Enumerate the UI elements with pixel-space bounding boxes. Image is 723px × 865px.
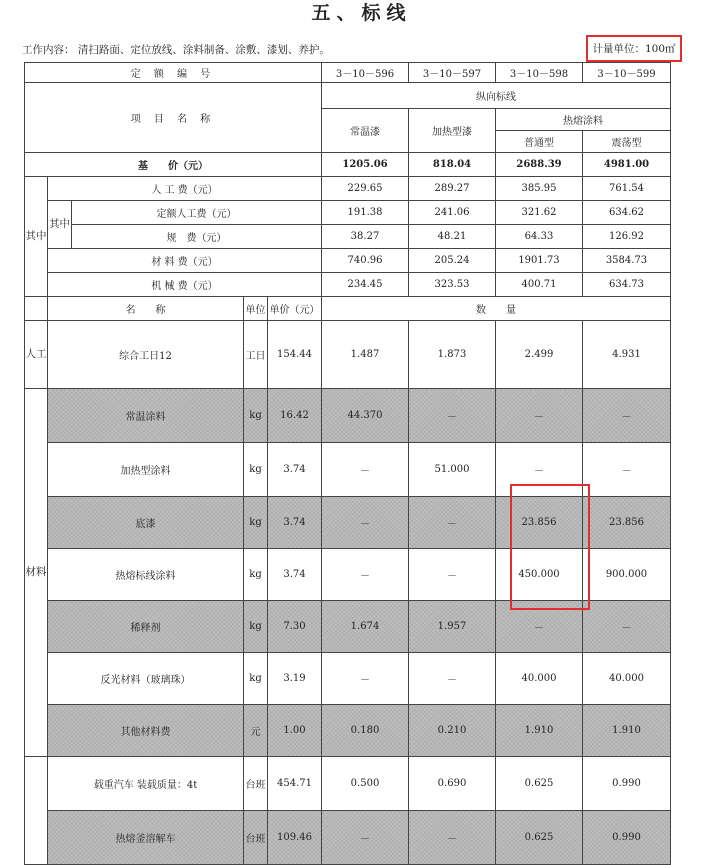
material-item-qty: 450.000 bbox=[496, 549, 583, 601]
machine-item-price: 454.71 bbox=[268, 757, 322, 811]
fees-value: 48.21 bbox=[409, 225, 496, 249]
machine-item-qty: 0.625 bbox=[496, 811, 583, 865]
measure-unit: 计量单位：100㎡ bbox=[592, 43, 676, 55]
machine-item-qty: 0.500 bbox=[322, 757, 409, 811]
material-fee-value: 205.24 bbox=[409, 249, 496, 273]
fees-value: 38.27 bbox=[322, 225, 409, 249]
machine-item-name: 热熔釜溶解车 bbox=[48, 811, 244, 865]
labor-item-unit: 工日 bbox=[244, 321, 268, 389]
labor-item-qty: 1.487 bbox=[322, 321, 409, 389]
quota-table bbox=[24, 62, 671, 865]
material-item-qty: 44.370 bbox=[322, 389, 409, 443]
machine-fee-value: 634.73 bbox=[583, 273, 671, 297]
machine-item-qty: 0.990 bbox=[583, 811, 671, 865]
col-normal-paint: 常温漆 bbox=[322, 109, 409, 153]
group-hot-melt: 热熔涂料 bbox=[496, 109, 671, 131]
material-item-qty: 0.210 bbox=[409, 705, 496, 757]
material-fee-value: 740.96 bbox=[322, 249, 409, 273]
material-item-price: 3.74 bbox=[268, 549, 322, 601]
machine-item-qty: 0.690 bbox=[409, 757, 496, 811]
material-section-label: 材料 bbox=[25, 389, 48, 757]
material-item-qty: 1.910 bbox=[583, 705, 671, 757]
quota-labor-fee-value: 241.06 bbox=[409, 201, 496, 225]
material-item-unit: kg bbox=[244, 549, 268, 601]
col-heated-paint: 加热型漆 bbox=[409, 109, 496, 153]
machine-item-qty: － bbox=[409, 811, 496, 865]
quota-labor-fee-label: 定额人工费（元） bbox=[72, 201, 322, 225]
base-price-value: 4981.00 bbox=[583, 153, 671, 177]
material-item-unit: kg bbox=[244, 443, 268, 497]
labor-section-label: 人工 bbox=[25, 321, 48, 389]
quota-labor-fee-value: 321.62 bbox=[496, 201, 583, 225]
labor-item-price: 154.44 bbox=[268, 321, 322, 389]
machine-item-qty: － bbox=[322, 811, 409, 865]
code-598: 3－10－598 bbox=[496, 63, 583, 83]
material-item-price: 3.74 bbox=[268, 443, 322, 497]
material-item-qty: － bbox=[409, 389, 496, 443]
material-item-qty: 900.000 bbox=[583, 549, 671, 601]
among-label: 其中 bbox=[25, 177, 48, 297]
material-item-name: 热熔标线涂料 bbox=[48, 549, 244, 601]
material-item-price: 1.00 bbox=[268, 705, 322, 757]
machine-fee-value: 400.71 bbox=[496, 273, 583, 297]
quota-labor-fee-value: 634.62 bbox=[583, 201, 671, 225]
material-item-qty: － bbox=[322, 549, 409, 601]
material-item-name: 加热型涂料 bbox=[48, 443, 244, 497]
fees-label: 规 费（元） bbox=[72, 225, 322, 249]
material-item-name: 反光材料（玻璃珠） bbox=[48, 653, 244, 705]
material-fee-value: 1901.73 bbox=[496, 249, 583, 273]
machine-fee-value: 234.45 bbox=[322, 273, 409, 297]
fees-value: 64.33 bbox=[496, 225, 583, 249]
material-item-qty: 23.856 bbox=[583, 497, 671, 549]
fees-value: 126.92 bbox=[583, 225, 671, 249]
item-name-label: 项 目 名 称 bbox=[25, 83, 322, 153]
detail-price-header: 单价（元） bbox=[268, 297, 322, 321]
labor-fee-label: 人 工 费（元） bbox=[48, 177, 322, 201]
material-item-unit: kg bbox=[244, 653, 268, 705]
material-item-qty: 1.674 bbox=[322, 601, 409, 653]
col-ordinary: 普通型 bbox=[496, 131, 583, 153]
machine-item-price: 109.46 bbox=[268, 811, 322, 865]
machine-item-qty: 0.990 bbox=[583, 757, 671, 811]
labor-fee-value: 229.65 bbox=[322, 177, 409, 201]
material-item-unit: 元 bbox=[244, 705, 268, 757]
material-item-qty: － bbox=[409, 653, 496, 705]
material-item-price: 7.30 bbox=[268, 601, 322, 653]
material-fee-label: 材 料 费（元） bbox=[48, 249, 322, 273]
group-longitudinal: 纵向标线 bbox=[322, 83, 671, 109]
machine-section-label bbox=[25, 757, 48, 865]
code-596: 3－10－596 bbox=[322, 63, 409, 83]
material-item-qty: － bbox=[583, 601, 671, 653]
quota-code-label: 定 额 编 号 bbox=[25, 63, 322, 83]
material-item-unit: kg bbox=[244, 601, 268, 653]
among-inner-label: 其中 bbox=[48, 201, 72, 249]
material-item-qty: － bbox=[409, 549, 496, 601]
material-item-qty: 40.000 bbox=[496, 653, 583, 705]
material-item-price: 3.74 bbox=[268, 497, 322, 549]
material-item-qty: － bbox=[496, 601, 583, 653]
base-price-value: 818.04 bbox=[409, 153, 496, 177]
base-price-label: 基 价（元） bbox=[25, 153, 322, 177]
material-item-qty: － bbox=[322, 443, 409, 497]
labor-item-name: 综合工日12 bbox=[48, 321, 244, 389]
material-fee-value: 3584.73 bbox=[583, 249, 671, 273]
machine-fee-value: 323.53 bbox=[409, 273, 496, 297]
detail-header-blank bbox=[25, 297, 48, 321]
material-item-unit: kg bbox=[244, 389, 268, 443]
code-597: 3－10－597 bbox=[409, 63, 496, 83]
labor-fee-value: 289.27 bbox=[409, 177, 496, 201]
material-item-name: 底漆 bbox=[48, 497, 244, 549]
material-item-name: 稀释剂 bbox=[48, 601, 244, 653]
machine-item-name: 载重汽车 装载质量：4t bbox=[48, 757, 244, 811]
material-item-qty: － bbox=[496, 389, 583, 443]
material-item-qty: 1.957 bbox=[409, 601, 496, 653]
base-price-value: 1205.06 bbox=[322, 153, 409, 177]
base-price-value: 2688.39 bbox=[496, 153, 583, 177]
machine-item-unit: 台班 bbox=[244, 811, 268, 865]
material-item-qty: － bbox=[583, 443, 671, 497]
material-item-qty: 40.000 bbox=[583, 653, 671, 705]
labor-item-qty: 4.931 bbox=[583, 321, 671, 389]
material-item-qty: － bbox=[322, 653, 409, 705]
material-item-qty: － bbox=[322, 497, 409, 549]
detail-name-header: 名 称 bbox=[48, 297, 244, 321]
material-item-name: 其他材料费 bbox=[48, 705, 244, 757]
machine-item-unit: 台班 bbox=[244, 757, 268, 811]
code-599: 3－10－599 bbox=[583, 63, 671, 83]
quantity-highlight-box bbox=[510, 484, 590, 610]
page-title: 五、标线 bbox=[311, 2, 412, 24]
col-vibration: 震荡型 bbox=[583, 131, 671, 153]
material-item-qty: 1.910 bbox=[496, 705, 583, 757]
material-item-unit: kg bbox=[244, 497, 268, 549]
material-item-qty: － bbox=[583, 389, 671, 443]
detail-unit-header: 单位 bbox=[244, 297, 268, 321]
labor-fee-value: 761.54 bbox=[583, 177, 671, 201]
labor-item-qty: 1.873 bbox=[409, 321, 496, 389]
material-item-price: 3.19 bbox=[268, 653, 322, 705]
material-item-price: 16.42 bbox=[268, 389, 322, 443]
material-item-qty: 51.000 bbox=[409, 443, 496, 497]
quota-labor-fee-value: 191.38 bbox=[322, 201, 409, 225]
machine-fee-label: 机 械 费（元） bbox=[48, 273, 322, 297]
machine-item-qty: 0.625 bbox=[496, 757, 583, 811]
material-item-qty: 0.180 bbox=[322, 705, 409, 757]
labor-fee-value: 385.95 bbox=[496, 177, 583, 201]
material-item-qty: － bbox=[496, 443, 583, 497]
material-item-qty: － bbox=[409, 497, 496, 549]
work-content: 工作内容： 清扫路面、定位放线、涂料制备、涂敷、漆划、养护。 bbox=[22, 44, 330, 56]
measure-unit-highlight bbox=[586, 35, 682, 62]
material-item-name: 常温涂料 bbox=[48, 389, 244, 443]
labor-item-qty: 2.499 bbox=[496, 321, 583, 389]
detail-quantity-header: 数 量 bbox=[322, 297, 671, 321]
material-item-qty: 23.856 bbox=[496, 497, 583, 549]
